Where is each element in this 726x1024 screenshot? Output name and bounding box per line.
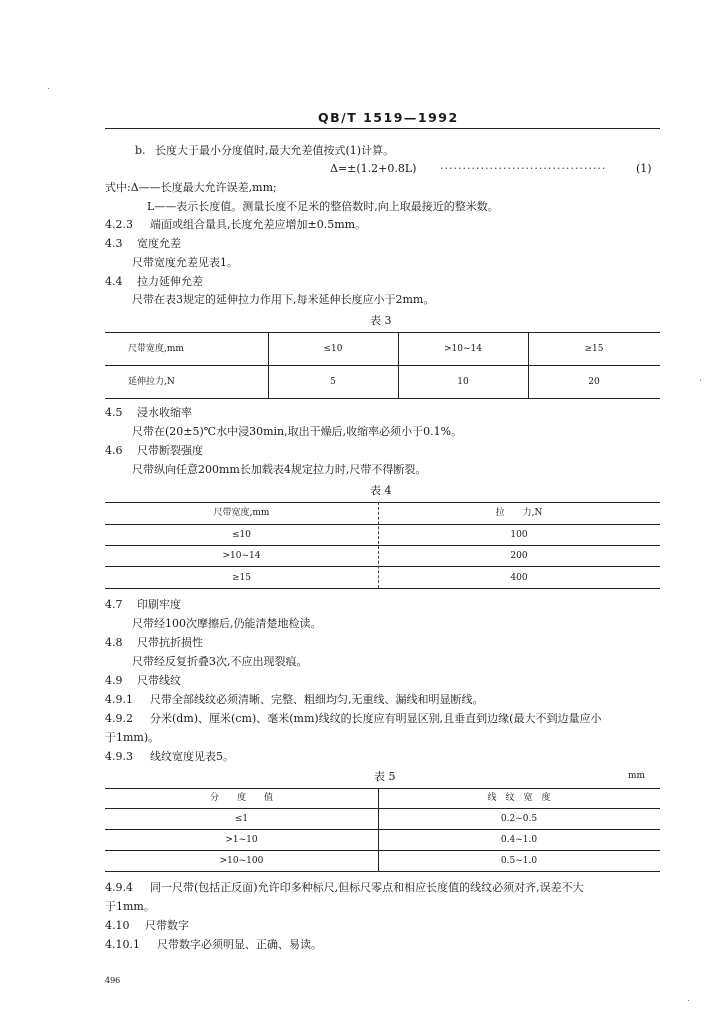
formula-number: (1) — [636, 162, 652, 175]
section-number: 4.9.4 — [105, 881, 133, 894]
scan-speck — [700, 380, 701, 381]
table3-mid-rule — [105, 365, 660, 366]
formula: Δ=±(1.2+0.8L) — [330, 162, 417, 175]
section-text: 尺带在表3规定的延伸拉力作用下,每米延伸长度应小于2mm。 — [132, 293, 435, 306]
section-text: 尺带纵向任意200mm长加载表4规定拉力时,尺带不得断裂。 — [132, 463, 427, 476]
section-text: 线纹宽度见表5。 — [150, 750, 234, 763]
table5-cell: >1~10 — [225, 835, 258, 845]
table3-cell: 20 — [588, 377, 600, 387]
section-title: 尺带数字 — [145, 919, 189, 932]
table3-caption: 表 3 — [370, 314, 392, 327]
section-number: 4.8 — [105, 636, 123, 649]
section-number: 4.10 — [105, 919, 130, 932]
section-number: 4.9.1 — [105, 693, 133, 706]
table5-bottom-rule — [105, 871, 660, 872]
section-number: 4.2.3 — [105, 218, 133, 231]
table4-top-rule — [105, 502, 660, 503]
section-title: 印刷牢度 — [137, 598, 181, 611]
table3-col-divider — [398, 332, 399, 398]
section-number: 4.9.2 — [105, 712, 133, 725]
where-line-2: L——表示长度值。测量长度不足米的整倍数时,向上取最接近的整米数。 — [147, 200, 499, 213]
section-number: 4.4 — [105, 275, 123, 288]
table5-unit: mm — [628, 771, 646, 781]
section-title: 宽度允差 — [137, 237, 181, 250]
scan-speck — [688, 1000, 689, 1001]
section-number: 4.6 — [105, 444, 123, 457]
table3-col-divider — [268, 332, 269, 398]
item-b-text: 长度大于最小分度值时,最大允差值按式(1)计算。 — [155, 144, 395, 157]
table4-cell: 200 — [510, 551, 528, 561]
table3-header-cell: >10~14 — [444, 344, 482, 354]
section-text: 分米(dm)、厘米(cm)、毫米(mm)线纹的长度应有明显区别,且垂直到边缘(最大不到边量应小 — [150, 712, 602, 725]
table5-caption: 表 5 — [374, 770, 396, 783]
table3-cell: 10 — [457, 377, 469, 387]
table4-rule — [105, 545, 660, 546]
section-title: 浸水收缩率 — [137, 406, 192, 419]
table5-cell: ≤1 — [234, 814, 249, 824]
section-text: 尺带宽度允差见表1。 — [132, 256, 238, 269]
table3-bottom-rule — [105, 398, 660, 399]
section-text: 尺带经100次摩擦后,仍能清楚地检读。 — [132, 617, 322, 630]
formula-leader: ····································· — [440, 162, 607, 175]
table4-cell: ≤10 — [232, 530, 251, 540]
table5-cell: 0.2~0.5 — [500, 814, 538, 824]
section-text-continued: 于1mm。 — [105, 900, 155, 913]
table5-header-cell: 分 度 值 — [209, 793, 273, 803]
table4-cell: 100 — [510, 530, 528, 540]
section-text: 尺带数字必须明显、正确、易读。 — [157, 938, 322, 951]
table5-cell: 0.5~1.0 — [500, 856, 538, 866]
section-text: 端面或组合量具,长度允差应增加±0.5mm。 — [150, 218, 367, 231]
table3-col-divider — [528, 332, 529, 398]
table5-cell: >10~100 — [219, 856, 264, 866]
table4-header-cell: 尺带宽度,mm — [213, 508, 270, 518]
item-b-marker: b. — [135, 144, 146, 157]
section-text: 同一尺带(包括正反面)允许印多种标尺,但标尺零点和相应长度值的线纹必须对齐,误差不大 — [150, 881, 584, 894]
section-number: 4.9 — [105, 674, 123, 687]
table5-rule — [105, 829, 660, 830]
table5-top-rule — [105, 788, 660, 789]
table5-cell: 0.4~1.0 — [500, 835, 538, 845]
section-number: 4.10.1 — [105, 938, 140, 951]
section-number: 4.5 — [105, 406, 123, 419]
table4-rule — [105, 524, 660, 525]
table3-cell: 延伸拉力,N — [128, 377, 175, 387]
table3-top-rule — [105, 332, 660, 333]
table3-header-cell: ≤10 — [323, 344, 343, 354]
section-text: 尺带在(20±5)℃水中浸30min,取出干燥后,收缩率必须小于0.1%。 — [132, 425, 463, 438]
table3-header-cell: 尺带宽度,mm — [128, 344, 184, 354]
section-title: 尺带线纹 — [137, 674, 181, 687]
table3-cell: 5 — [330, 377, 336, 387]
section-number: 4.7 — [105, 598, 123, 611]
section-text: 尺带全部线纹必须清晰、完整、粗细均匀,无重线、漏线和明显断线。 — [150, 693, 484, 706]
table5-rule — [105, 850, 660, 851]
where-line-1: 式中:Δ——长度最大允许误差,mm; — [105, 181, 277, 194]
standard-header: QB/T 1519—1992 — [318, 110, 459, 125]
section-title: 尺带断裂强度 — [137, 444, 203, 457]
table5-header-cell: 线 纹 宽 度 — [487, 793, 551, 803]
table4-rule — [105, 566, 660, 567]
section-title: 拉力延伸允差 — [137, 275, 203, 288]
section-text-continued: 于1mm)。 — [105, 731, 160, 744]
table4-header-cell: 拉 力,N — [495, 508, 543, 518]
table5-rule — [105, 808, 660, 809]
table4-cell: 400 — [510, 573, 528, 583]
section-number: 4.3 — [105, 237, 123, 250]
scan-speck — [48, 88, 49, 89]
table4-cell: ≥15 — [232, 573, 251, 583]
table4-bottom-rule — [105, 588, 660, 589]
table3-header-cell: ≥15 — [584, 344, 604, 354]
header-rule — [105, 128, 660, 129]
table4-caption: 表 4 — [370, 484, 392, 497]
page-number: 496 — [105, 976, 121, 985]
section-number: 4.9.3 — [105, 750, 133, 763]
section-text: 尺带经反复折叠3次,不应出现裂痕。 — [132, 655, 308, 668]
section-title: 尺带抗折损性 — [137, 636, 203, 649]
table4-cell: >10~14 — [222, 551, 261, 561]
